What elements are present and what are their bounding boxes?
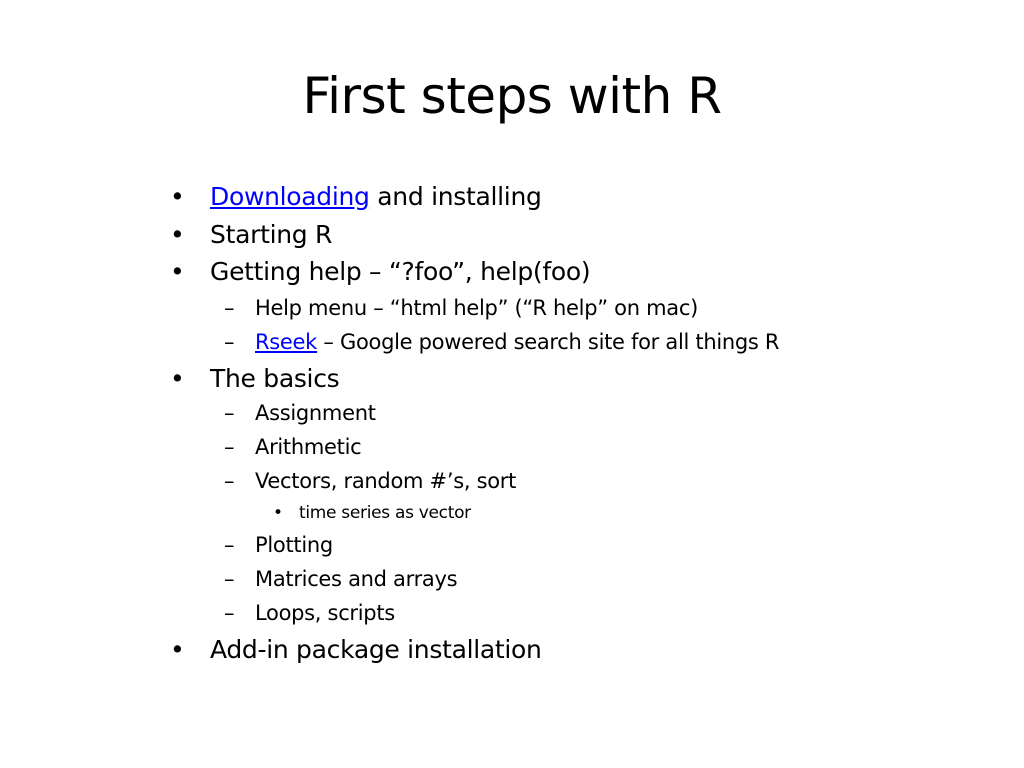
bullet-marker: • xyxy=(170,257,185,286)
sub-sub-item-time-series: time series as vector xyxy=(299,503,471,523)
dash-marker: – xyxy=(224,601,235,625)
slide-title: First steps with R xyxy=(302,67,722,125)
bullet-item-downloading xyxy=(210,182,542,212)
sub-item-help-menu: Help menu – “html help” (“R help” on mac) xyxy=(255,296,698,320)
dash-marker: – xyxy=(224,469,235,493)
bullet-marker: • xyxy=(170,635,185,664)
sub-item-text: – Google powered search site for all things R xyxy=(317,330,780,354)
dash-marker: – xyxy=(224,401,235,425)
bullet-marker: • xyxy=(170,182,185,211)
bullet-marker: • xyxy=(273,503,284,523)
dash-marker: – xyxy=(224,330,235,354)
bullet-item-text: and installing xyxy=(369,182,542,211)
dash-marker: – xyxy=(224,296,235,320)
bullet-item-getting-help: Getting help – “?foo”, help(foo) xyxy=(210,257,591,286)
downloading-link[interactable]: Downloading xyxy=(210,182,370,211)
sub-item-matrices: Matrices and arrays xyxy=(255,567,458,591)
sub-item-assignment: Assignment xyxy=(255,401,376,425)
sub-item-vectors: Vectors, random #’s, sort xyxy=(255,469,517,493)
bullet-marker: • xyxy=(170,364,185,393)
bullet-item-add-in-package: Add-in package installation xyxy=(210,635,542,664)
rseek-link[interactable]: Rseek xyxy=(255,330,318,354)
bullet-item-the-basics: The basics xyxy=(210,364,340,393)
sub-item-arithmetic: Arithmetic xyxy=(255,435,362,459)
sub-item-loops: Loops, scripts xyxy=(255,601,395,625)
dash-marker: – xyxy=(224,567,235,591)
sub-item-rseek xyxy=(255,329,779,355)
bullet-item-starting-r: Starting R xyxy=(210,220,333,249)
dash-marker: – xyxy=(224,533,235,557)
dash-marker: – xyxy=(224,435,235,459)
sub-item-plotting: Plotting xyxy=(255,533,333,557)
bullet-marker: • xyxy=(170,220,185,249)
